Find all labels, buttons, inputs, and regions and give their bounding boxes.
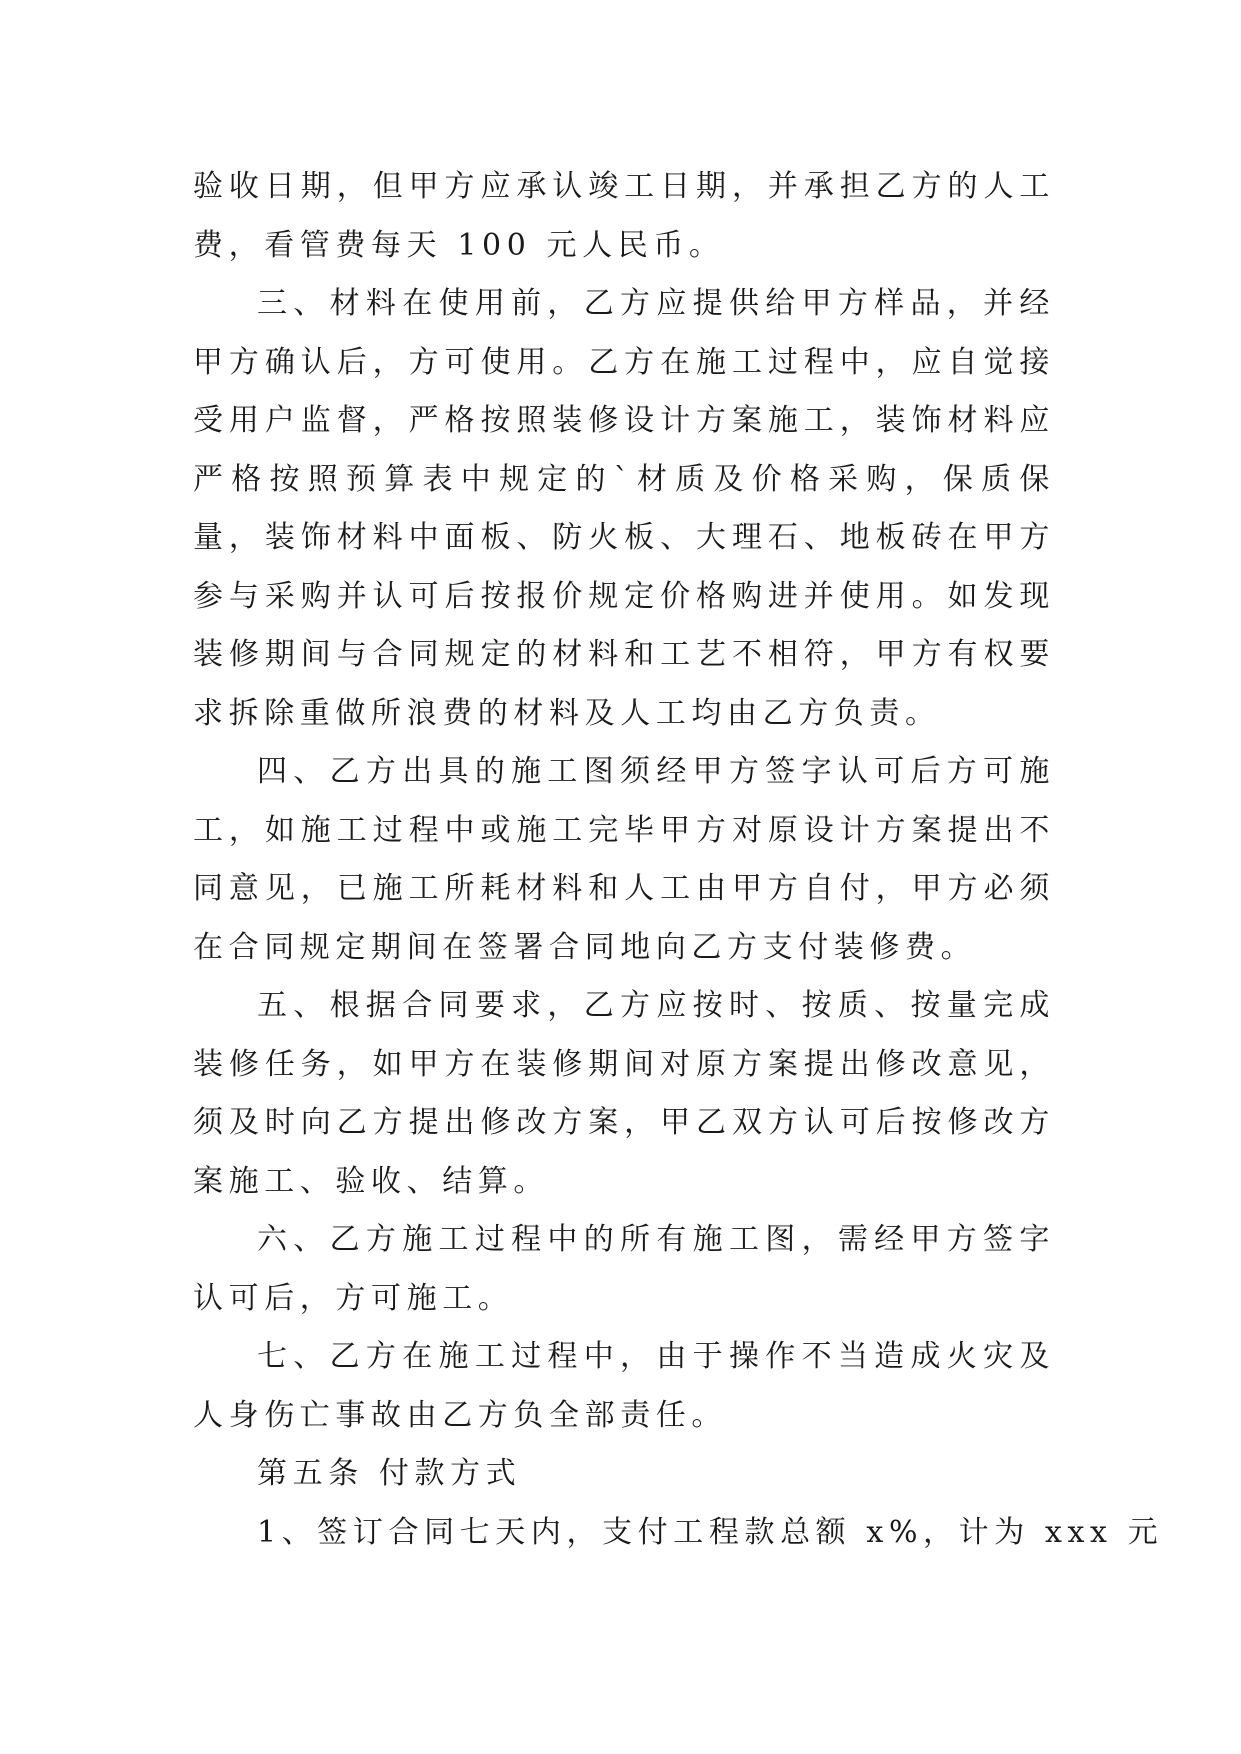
paragraph-clause-7-liability: 七、乙方在施工过程中，由于操作不当造成火灾及人身伤亡事故由乙方负全部责任。 <box>193 1339 1055 1433</box>
section-heading-payment-method: 第五条 付款方式 <box>257 1456 522 1491</box>
paragraph-clause-3-materials: 三、材料在使用前，乙方应提供给甲方样品，并经甲方确认后，方可使用。乙方在施工过程中，应自觉接受用户监督，严格按照装修设计方案施工，装饰材料应严格按照预算表中规定的`材质及价格采购，保质保量，装饰材料中面板、防火板、大理石、地板砖在甲方参与采购并认可后按报价规定价格购进并使用。如发现装修期间与合同规定的材料和工艺不相符，甲方有权要求拆除重做所浪费的材料及人工均由乙方负责。 <box>193 286 1055 731</box>
paragraph-clause-4-drawings: 四、乙方出具的施工图须经甲方签字认可后方可施工，如施工过程中或施工完毕甲方对原设计方案提出不同意见，已施工所耗材料和人工由甲方自付，甲方必须在合同规定期间在签署合同地向乙方支付装修费。 <box>193 754 1055 965</box>
paragraph-clause-6-construction-drawings: 六、乙方施工过程中的所有施工图，需经甲方签字认可后，方可施工。 <box>193 1222 1055 1316</box>
document-page <box>193 158 1164 1562</box>
paragraph-acceptance-date: 验收日期，但甲方应承认竣工日期，并承担乙方的人工费，看管费每天 100 元人民币。 <box>193 169 1055 263</box>
paragraph-clause-5-requirements: 五、根据合同要求，乙方应按时、按质、按量完成装修任务，如甲方在装修期间对原方案提出修改意见，须及时向乙方提出修改方案，甲乙双方认可后按修改方案施工、验收、结算。 <box>193 988 1055 1199</box>
paragraph-payment-item-1: 1、签订合同七天内，支付工程款总额 x%，计为 xxx 元 <box>257 1514 1164 1550</box>
